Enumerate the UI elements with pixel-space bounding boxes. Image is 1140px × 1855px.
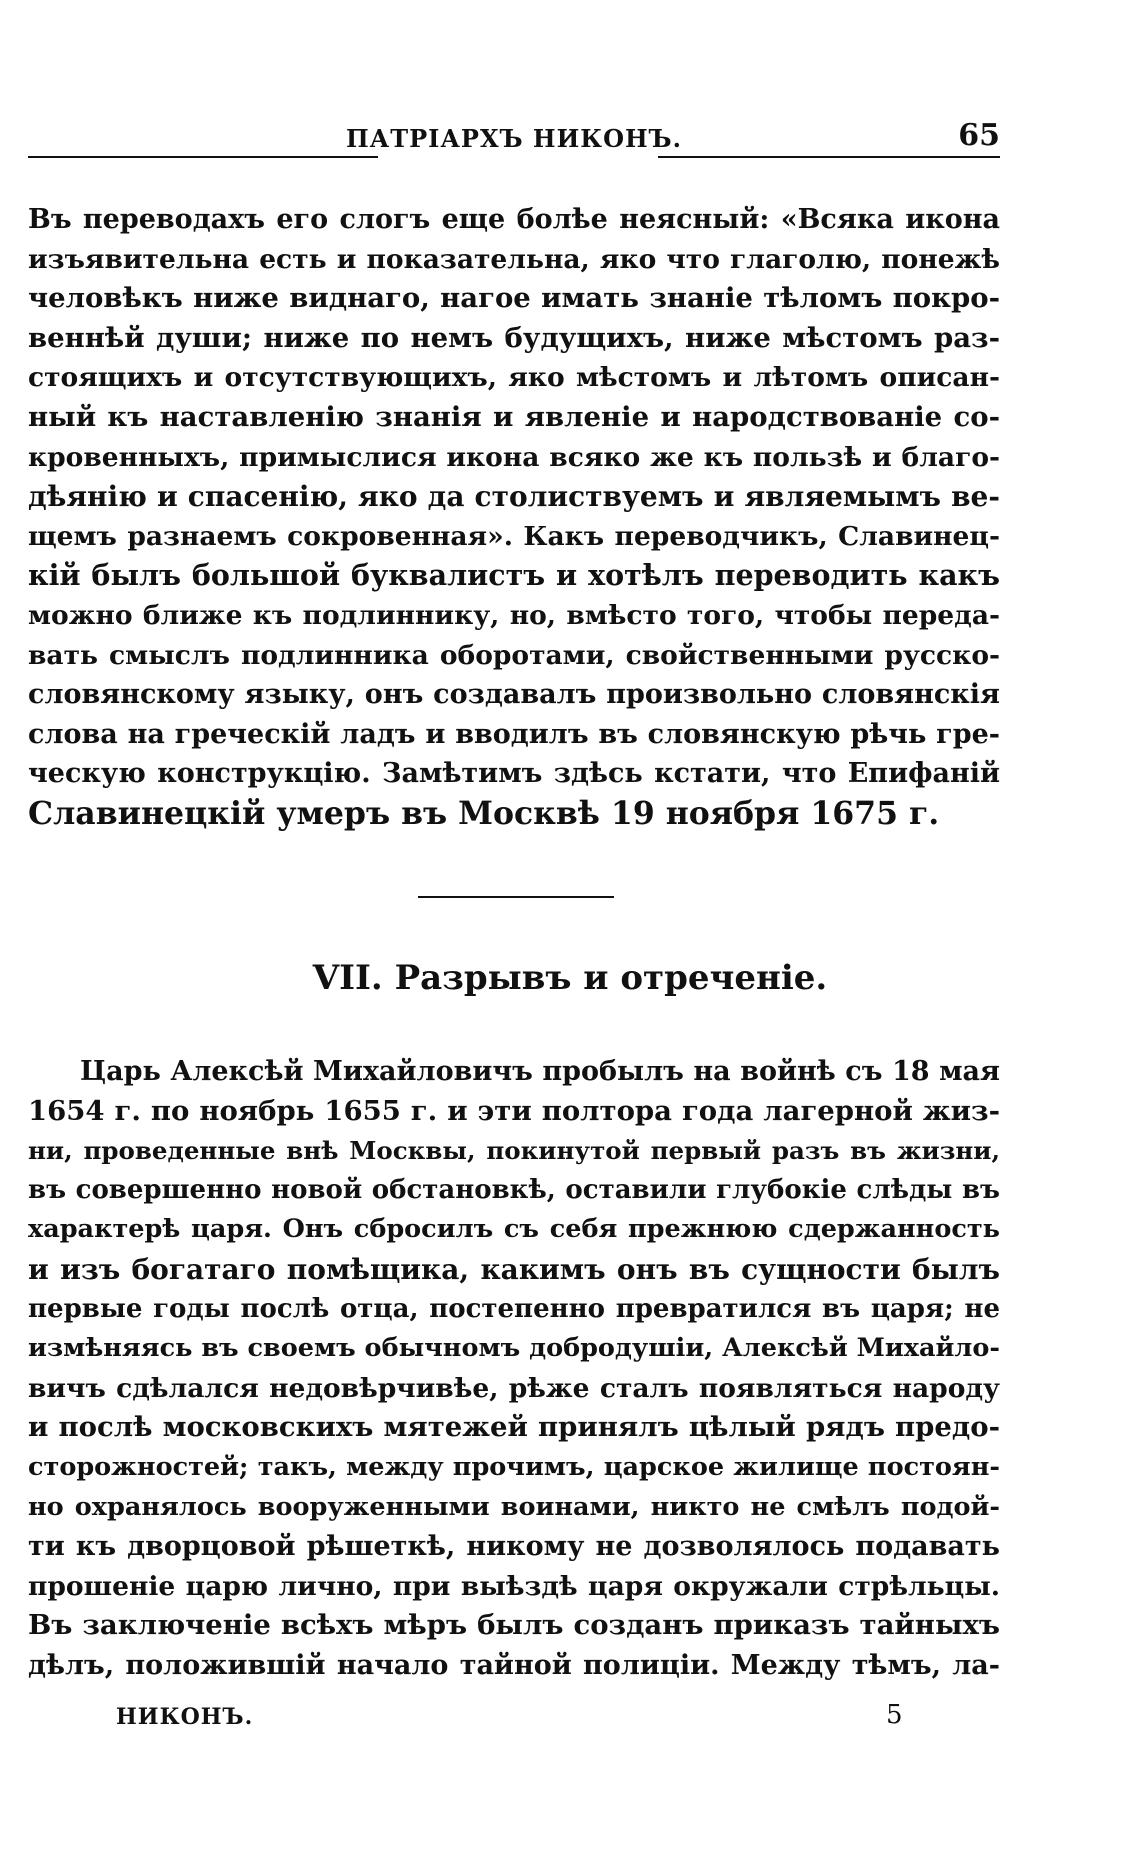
text-line: но охранялось вооруженными воинами, никто не смѣлъ подой- [28,1491,1000,1522]
text-line: дѣлъ, положившій начало тайной полиціи. Между тѣмъ, ла- [28,1649,1000,1681]
text-line: изъявительна есть и показательна, яко что глаголю, понежѣ [28,243,1000,275]
text-line: кій былъ большой буквалистъ и хотѣлъ переводить какъ [28,558,1000,593]
chapter-heading: VII. Разрывъ и отреченіе. [312,958,828,998]
text-line: ни, проведенные внѣ Москвы, покинутой первый разъ въ жизни, [28,1136,1000,1166]
text-line: вать смыслъ подлинника оборотами, свойственными русско- [28,639,1000,671]
text-line: Царь Алексѣй Михайловичъ пробылъ на войнѣ съ 18 мая [80,1056,1000,1087]
text-line: и изъ богатаго помѣщика, какимъ онъ въ сущности былъ [28,1252,1000,1286]
running-title: ПАТРІАРХЪ НИКОНЪ. [346,124,682,153]
text-line: Въ переводахъ его слогъ еще болѣе неясный: «Всяка икона [28,204,1000,235]
text-line: ный къ наставленію знанія и явленіе и народствованіе со- [28,400,1000,433]
text-line: Славинецкій умеръ въ Москвѣ 19 ноября 1675 г. [28,794,940,832]
section-separator [418,896,614,898]
page-number: 65 [958,118,1000,153]
text-line: дѣянію и спасенію, яко да столиствуемъ и являемымъ ве- [28,480,1000,514]
text-line: веннѣй души; ниже по немъ будущихъ, ниже мѣстомъ раз- [28,321,1000,354]
signature-number: 5 [886,1700,903,1730]
text-line: 1654 г. по ноябрь 1655 г. и эти полтора года лагерной жиз- [28,1094,1000,1127]
text-line: слова на греческій ладъ и вводилъ въ словянскую рѣчь гре- [28,718,1000,750]
header-rule-left [28,156,378,158]
text-line: человѣкъ ниже виднаго, нагое имать знаніе тѣломъ покро- [28,282,1000,315]
text-line: можно ближе къ подлиннику, но, вмѣсто того, чтобы переда- [28,599,1000,631]
page-header [28,118,1000,164]
text-line: стоящихъ и отсутствующихъ, яко мѣстомъ и лѣтомъ описан- [28,362,1000,394]
text-line: сторожностей; такъ, между прочимъ, царское жилище постоян- [28,1451,1000,1482]
text-line: Въ заключеніе всѣхъ мѣръ былъ созданъ приказъ тайныхъ [28,1609,1000,1642]
text-line: и послѣ московскихъ мятежей принялъ цѣлый рядъ предо- [28,1411,1000,1444]
header-rule-right [658,156,1000,158]
paragraph-translations [28,200,1000,834]
text-line: ческую конструкцію. Замѣтимъ здѣсь кстати, что Епифаній [28,758,1000,790]
text-line: измѣняясь въ своемъ обычномъ добродушіи, Алексѣй Михайло- [28,1333,1000,1364]
text-line: характерѣ царя. Онъ сбросилъ съ себя прежнюю сдержанность [28,1214,1000,1245]
text-line: кровенныхъ, примыслися икона всяко же къ пользѣ и благо- [28,441,1000,473]
text-line: въ совершенно новой обстановкѣ, оставили глубокіе слѣды въ [28,1174,1000,1205]
signature-mark: НИКОНЪ. [116,1704,254,1730]
text-line: щемъ разнаемъ сокровенная». Какъ переводчикъ, Славинец- [28,520,1000,552]
text-line: прошеніе царю лично, при выѣздѣ царя окружали стрѣльцы. [28,1570,1000,1602]
text-line: словянскому языку, онъ создавалъ произвольно словянскія [28,679,1000,711]
text-line: ти къ дворцовой рѣшеткѣ, никому не дозволялось подавать [28,1531,1000,1563]
paragraph-tsar [28,1052,1000,1686]
text-line: первые годы послѣ отца, постепенно превратился въ царя; не [28,1293,1000,1324]
text-line: вичъ сдѣлался недовѣрчивѣе, рѣже сталъ появляться народу [28,1372,1000,1404]
